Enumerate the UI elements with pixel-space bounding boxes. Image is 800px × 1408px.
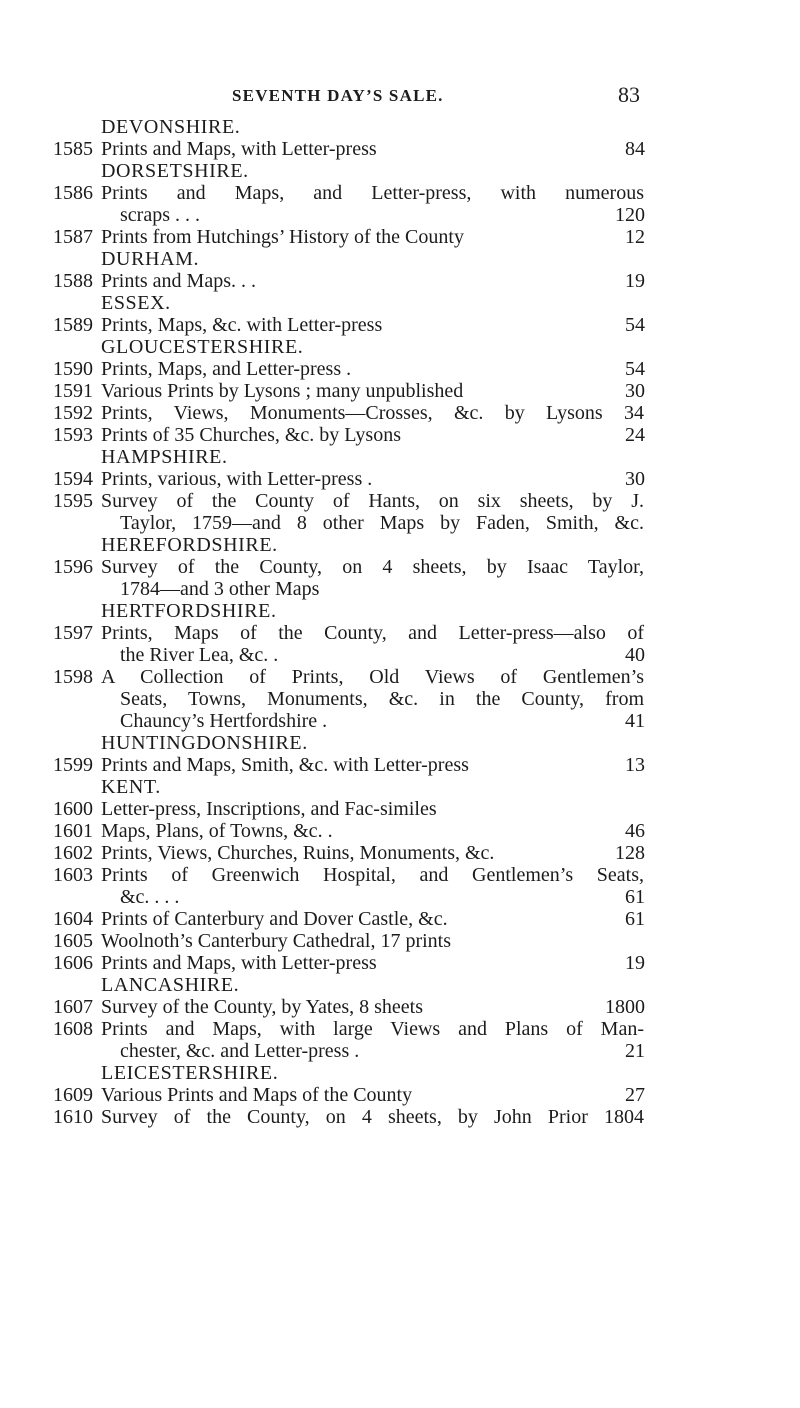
page-header <box>0 82 800 116</box>
lot-description: Prints and Maps. . . <box>101 270 256 292</box>
lot-entry <box>0 358 800 380</box>
lot-number: 1601 <box>53 820 93 842</box>
lot-number: 1604 <box>53 908 93 930</box>
lot-entry <box>0 402 800 424</box>
lot-description: chester, &c. and Letter-press . <box>120 1040 360 1062</box>
lot-description: Taylor, 1759—and 8 other Maps by Faden, Smith, &c. <box>120 512 644 534</box>
lot-description: Prints, Maps of the County, and Letter-press—also of <box>101 622 644 644</box>
lot-description: the River Lea, &c. . <box>120 644 279 666</box>
lot-number: 1586 <box>53 182 93 204</box>
lot-entry <box>0 930 800 952</box>
lot-price: 54 <box>625 314 645 336</box>
county-heading <box>0 1062 800 1084</box>
lot-entry <box>0 798 800 820</box>
lot-description: &c. . . . <box>120 886 180 908</box>
lot-description: Prints, various, with Letter-press . <box>101 468 373 490</box>
lot-description: Survey of the County of Hants, on six sheets, by J. <box>101 490 644 512</box>
lot-price: 30 <box>625 468 645 490</box>
lot-description: Prints and Maps, Smith, &c. with Letter-press <box>101 754 469 776</box>
lot-continuation <box>0 512 800 534</box>
lot-number: 1589 <box>53 314 93 336</box>
lot-number: 1587 <box>53 226 93 248</box>
lot-description: Prints and Maps, with Letter-press <box>101 138 377 160</box>
county-name: HUNTINGDONSHIRE. <box>101 732 308 754</box>
county-name: DEVONSHIRE. <box>101 116 241 138</box>
lot-price: 40 <box>625 644 645 666</box>
lot-number: 1595 <box>53 490 93 512</box>
county-name: HEREFORDSHIRE. <box>101 534 278 556</box>
lot-entry <box>0 1018 800 1040</box>
lot-number: 1596 <box>53 556 93 578</box>
running-title: SEVENTH DAY’S SALE. <box>232 86 444 105</box>
page-number: 83 <box>618 82 640 107</box>
lot-entry <box>0 864 800 886</box>
lot-entry <box>0 468 800 490</box>
lot-price: 54 <box>625 358 645 380</box>
county-name: GLOUCESTERSHIRE. <box>101 336 304 358</box>
lot-continuation <box>0 1040 800 1062</box>
lot-number: 1603 <box>53 864 93 886</box>
lot-description: Survey of the County, by Yates, 8 sheets <box>101 996 424 1018</box>
lot-entry <box>0 666 800 688</box>
lot-description: Survey of the County, on 4 sheets, by John Prior 1804 <box>101 1106 644 1128</box>
lot-entry <box>0 270 800 292</box>
catalogue-listing <box>0 116 800 1128</box>
lot-number: 1608 <box>53 1018 93 1040</box>
lot-number: 1597 <box>53 622 93 644</box>
lot-entry <box>0 182 800 204</box>
county-heading <box>0 336 800 358</box>
lot-entry <box>0 754 800 776</box>
lot-description: Various Prints and Maps of the County <box>101 1084 413 1106</box>
lot-number: 1598 <box>53 666 93 688</box>
county-name: HAMPSHIRE. <box>101 446 228 468</box>
lot-description: Prints from Hutchings’ History of the County <box>101 226 464 248</box>
county-name: ESSEX. <box>101 292 171 314</box>
lot-entry <box>0 226 800 248</box>
lot-entry <box>0 314 800 336</box>
county-name: LANCASHIRE. <box>101 974 240 996</box>
lot-number: 1594 <box>53 468 93 490</box>
lot-number: 1592 <box>53 402 93 424</box>
lot-description: Woolnoth’s Canterbury Cathedral, 17 prints <box>101 930 451 952</box>
lot-entry <box>0 952 800 974</box>
lot-description: Prints, Maps, &c. with Letter-press <box>101 314 383 336</box>
lot-continuation <box>0 204 800 226</box>
lot-description: Maps, Plans, of Towns, &c. . <box>101 820 333 842</box>
lot-description: Seats, Towns, Monuments, &c. in the County, from <box>120 688 644 710</box>
lot-number: 1599 <box>53 754 93 776</box>
lot-continuation <box>0 710 800 732</box>
lot-entry <box>0 842 800 864</box>
county-name: DURHAM. <box>101 248 200 270</box>
lot-entry <box>0 380 800 402</box>
lot-description: Prints and Maps, with large Views and Plans of Man- <box>101 1018 644 1040</box>
lot-entry <box>0 1106 800 1128</box>
lot-entry <box>0 820 800 842</box>
lot-price: 27 <box>625 1084 645 1106</box>
lot-description: A Collection of Prints, Old Views of Gentlemen’s <box>101 666 644 688</box>
lot-description: Prints, Views, Monuments—Crosses, &c. by Lysons 34 <box>101 402 644 424</box>
lot-number: 1607 <box>53 996 93 1018</box>
county-heading <box>0 248 800 270</box>
lot-number: 1600 <box>53 798 93 820</box>
lot-entry <box>0 490 800 512</box>
lot-description: 1784—and 3 other Maps <box>120 578 320 600</box>
lot-entry <box>0 996 800 1018</box>
county-heading <box>0 160 800 182</box>
lot-entry <box>0 908 800 930</box>
lot-price: 84 <box>625 138 645 160</box>
lot-price: 61 <box>625 908 645 930</box>
lot-price: 12 <box>625 226 645 248</box>
lot-number: 1593 <box>53 424 93 446</box>
lot-description: Prints, Views, Churches, Ruins, Monuments, &c. <box>101 842 495 864</box>
county-heading <box>0 600 800 622</box>
county-name: HERTFORDSHIRE. <box>101 600 277 622</box>
lot-description: scraps . . . <box>120 204 200 226</box>
lot-number: 1591 <box>53 380 93 402</box>
county-name: LEICESTERSHIRE. <box>101 1062 279 1084</box>
lot-continuation <box>0 578 800 600</box>
lot-number: 1605 <box>53 930 93 952</box>
lot-price: 30 <box>625 380 645 402</box>
lot-price: 24 <box>625 424 645 446</box>
lot-number: 1609 <box>53 1084 93 1106</box>
lot-number: 1606 <box>53 952 93 974</box>
lot-price: 21 <box>625 1040 645 1062</box>
lot-price: 19 <box>625 952 645 974</box>
lot-description: Prints and Maps, and Letter-press, with numerous <box>101 182 644 204</box>
lot-entry <box>0 424 800 446</box>
lot-description: Prints of Greenwich Hospital, and Gentlemen’s Seats, <box>101 864 644 886</box>
lot-price: 128 <box>615 842 645 864</box>
county-heading <box>0 446 800 468</box>
county-heading <box>0 534 800 556</box>
lot-continuation <box>0 644 800 666</box>
lot-number: 1588 <box>53 270 93 292</box>
county-heading <box>0 116 800 138</box>
lot-continuation <box>0 886 800 908</box>
lot-number: 1610 <box>53 1106 93 1128</box>
lot-price: 19 <box>625 270 645 292</box>
lot-number: 1590 <box>53 358 93 380</box>
county-name: DORSETSHIRE. <box>101 160 249 182</box>
county-heading <box>0 776 800 798</box>
lot-continuation <box>0 688 800 710</box>
lot-description: Various Prints by Lysons ; many unpublished <box>101 380 464 402</box>
lot-entry <box>0 1084 800 1106</box>
lot-price: 41 <box>625 710 645 732</box>
lot-number: 1585 <box>53 138 93 160</box>
lot-number: 1602 <box>53 842 93 864</box>
lot-price: 61 <box>625 886 645 908</box>
lot-price: 120 <box>615 204 645 226</box>
lot-price: 13 <box>625 754 645 776</box>
county-name: KENT. <box>101 776 161 798</box>
county-heading <box>0 974 800 996</box>
lot-entry <box>0 556 800 578</box>
county-heading <box>0 732 800 754</box>
lot-description: Survey of the County, on 4 sheets, by Isaac Taylor, <box>101 556 644 578</box>
lot-entry <box>0 622 800 644</box>
lot-price: 1800 <box>605 996 645 1018</box>
lot-entry <box>0 138 800 160</box>
lot-description: Prints of 35 Churches, &c. by Lysons <box>101 424 401 446</box>
lot-price: 46 <box>625 820 645 842</box>
lot-description: Prints and Maps, with Letter-press <box>101 952 377 974</box>
lot-description: Chauncy’s Hertfordshire . <box>120 710 328 732</box>
lot-description: Letter-press, Inscriptions, and Fac-similes <box>101 798 437 820</box>
lot-description: Prints of Canterbury and Dover Castle, &c. <box>101 908 448 930</box>
county-heading <box>0 292 800 314</box>
lot-description: Prints, Maps, and Letter-press . <box>101 358 352 380</box>
